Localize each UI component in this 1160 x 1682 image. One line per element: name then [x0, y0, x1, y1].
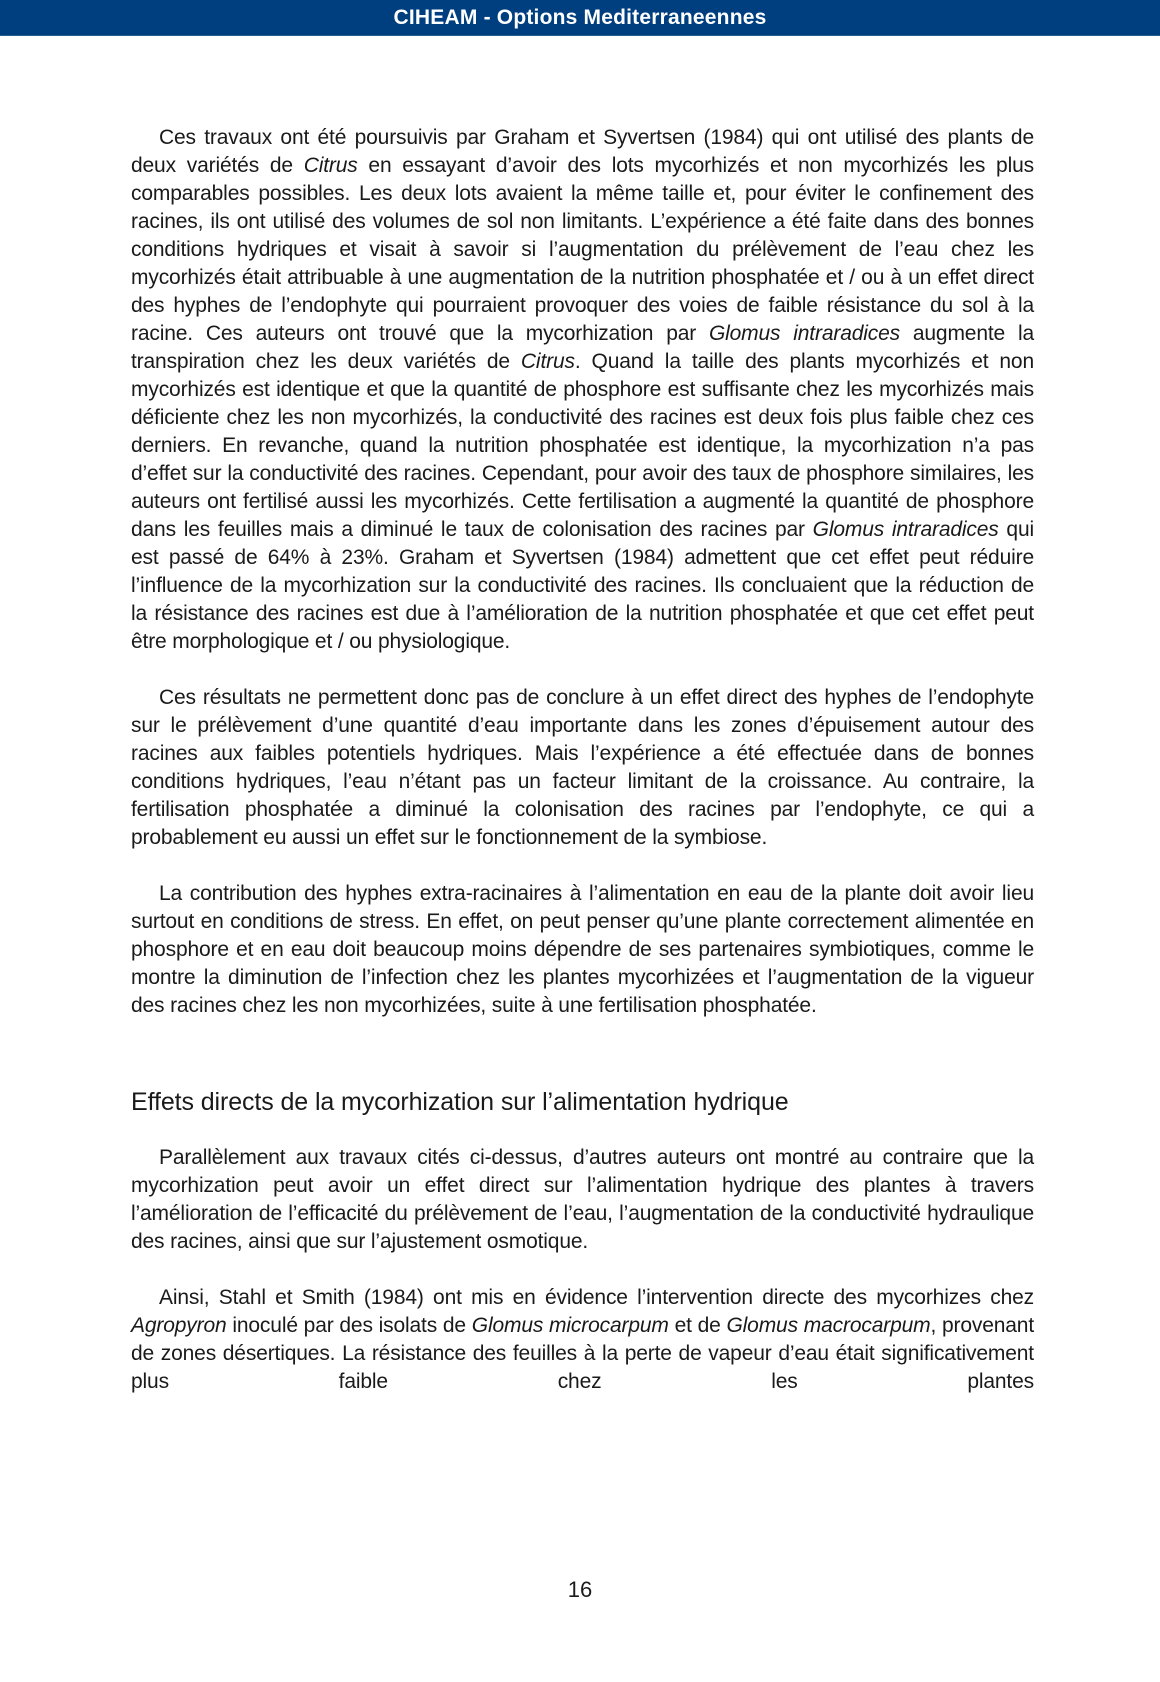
text-segment: . Quand la taille des plants mycorhizés et non mycorhizés est identique et que la quantité de phosphore est suffisante chez les mycorhizés mais déficiente chez les non mycorhizés, la conductivité des racines est deux fois plus faible chez ces derniers. En revanche, quand la nutrition phosphatée est identique, la mycorhization n’a pas d’effet sur la conductivité des racines. Cependant, pour avoir des taux de phosphore similaires, les auteurs ont fertilisé aussi les mycorhizés. Cette fertilisation a augmenté la quantité de phosphore dans les feuilles mais a diminué le taux de colonisation des racines par — [131, 350, 1034, 541]
text-segment: Ainsi, Stahl et Smith (1984) ont mis en évidence l’intervention directe des mycorhizes chez — [159, 1286, 1034, 1309]
species-name-glomus-macrocarpum: Glomus macrocarpum — [726, 1314, 931, 1337]
paragraph-stahl-smith — [131, 1284, 1034, 1396]
species-name-agropyron: Agropyron — [131, 1314, 227, 1337]
publication-header-bar — [0, 0, 1160, 36]
species-name-glomus-intraradices: Glomus intraradices — [708, 322, 901, 345]
text-segment: Ces travaux ont été poursuivis par Graham et Syvertsen (1984) qui ont utilisé des plants de deux variétés de — [131, 126, 1034, 177]
text-segment: en essayant d’avoir des lots mycorhizés et non mycorhizés les plus comparables possibles. Les deux lots avaient la même taille et, pour éviter le confinement des racines, ils ont utilisé des volumes de sol non limitants. L’expérience a été faite dans des bonnes conditions hydriques et visait à savoir si l’augmentation du prélèvement de l’eau chez les mycorhizés était attribuable à une augmentation de la nutrition phosphatée et / ou à un effet direct des hyphes de l’endophyte qui pourraient provoquer des voies de faible résistance du sol à la racine. Ces auteurs ont trouvé que la mycorhization par — [131, 154, 1034, 345]
text-segment: et de — [668, 1314, 727, 1337]
document-body — [131, 124, 1034, 1396]
paragraph-extra-radical-hyphae — [131, 880, 1034, 1020]
species-name-glomus-intraradices: Glomus intraradices — [812, 518, 999, 541]
text-segment: Ces résultats ne permettent donc pas de conclure à un effet direct des hyphes de l’endophyte sur le prélèvement d’une quantité d’eau importante dans les zones d’épuisement autour des racines aux faibles potentiels hydriques. Mais l’expérience a été effectuée dans de bonnes conditions hydriques, l’eau n’étant pas un facteur limitant de la croissance. Au contraire, la fertilisation phosphatée a diminué la colonisation des racines par l’endophyte, ce qui a probablement eu aussi un effet sur le fonctionnement de la symbiose. — [131, 686, 1034, 849]
paragraph-results-conclusion — [131, 684, 1034, 852]
species-name-citrus: Citrus — [303, 154, 358, 177]
text-segment: qui est passé de 64% à 23%. Graham et Syvertsen (1984) admettent que cet effet peut réduire l’influence de la mycorhization sur la conductivité des racines. Ils concluaient que la réduction de la résistance des racines est due à l’amélioration de la nutrition phosphatée et que cet effet peut être morphologique et / ou physiologique. — [131, 518, 1034, 653]
text-segment: augmente la transpiration chez les deux variétés de — [131, 322, 1034, 373]
publication-title: CIHEAM - Options Mediterraneennes — [393, 5, 767, 29]
species-name-citrus: Citrus — [520, 350, 575, 373]
species-name-glomus-microcarpum: Glomus microcarpum — [471, 1314, 669, 1337]
text-segment: , provenant de zones désertiques. La résistance des feuilles à la perte de vapeur d’eau était significativement plus faible chez les plantes — [131, 1314, 1035, 1393]
paragraph-direct-effects-intro — [131, 1144, 1034, 1256]
paragraph-graham-syvertsen — [131, 124, 1034, 656]
text-segment: Parallèlement aux travaux cités ci-dessus, d’autres auteurs ont montré au contraire que la mycorhization peut avoir un effet direct sur l’alimentation hydrique des plantes à travers l’amélioration de l’efficacité du prélèvement de l’eau, l’augmentation de la conductivité hydraulique des racines, ainsi que sur l’ajustement osmotique. — [131, 1146, 1034, 1253]
section-heading: Effets directs de la mycorhization sur l’alimentation hydrique — [131, 1088, 789, 1116]
text-segment: La contribution des hyphes extra-racinaires à l’alimentation en eau de la plante doit avoir lieu surtout en conditions de stress. En effet, on peut penser qu’une plante correctement alimentée en phosphore et en eau doit beaucoup moins dépendre de ses partenaires symbiotiques, comme le montre la diminution de l’infection chez les plantes mycorhizées et l’augmentation de la vigueur des racines chez les non mycorhizées, suite à une fertilisation phosphatée. — [131, 882, 1034, 1017]
text-segment: inoculé par des isolats de — [226, 1314, 472, 1337]
page-number: 16 — [567, 1577, 593, 1602]
